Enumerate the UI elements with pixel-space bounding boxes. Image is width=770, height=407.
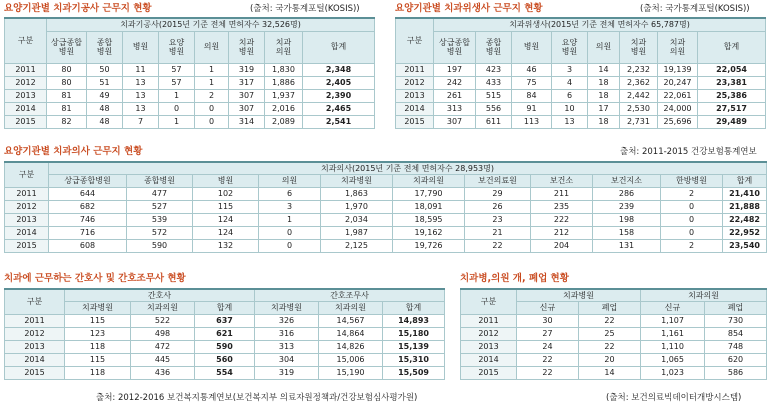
table-cell: 2,232 (620, 63, 658, 76)
table-cell: 19,726 (393, 239, 465, 252)
table-cell: 326 (255, 314, 319, 327)
year-cell: 2014 (5, 226, 49, 239)
table-cell: 3 (552, 63, 588, 76)
year-cell: 2012 (5, 327, 65, 340)
t5-title: 치과병,의원 개, 폐업 현황 (460, 273, 569, 284)
table-row (5, 213, 767, 226)
table-cell: 131 (593, 239, 661, 252)
table-cell: 211 (531, 187, 593, 200)
table-cell: 81 (47, 89, 87, 102)
t1-col-header: 상급종합 병원 (47, 31, 87, 63)
year-cell: 2015 (5, 366, 65, 379)
table-cell: 102 (193, 187, 259, 200)
table-cell: 1,886 (265, 76, 303, 89)
table-row (396, 102, 766, 115)
t1-col-header: 의원 (195, 31, 229, 63)
t1-group-header: 치과기공사(2015년 기준 전체 면허자수 32,526명) (47, 18, 375, 31)
table-cell: 19,139 (658, 63, 698, 76)
t1-col-header: 종합 병원 (87, 31, 123, 63)
t2-col-header: 치과 병원 (620, 31, 658, 63)
table-cell: 1,937 (265, 89, 303, 102)
table-cell: 2,390 (303, 89, 375, 102)
table-cell: 49 (87, 89, 123, 102)
year-cell: 2015 (396, 115, 434, 128)
table-cell: 586 (705, 366, 767, 379)
table-cell: 854 (705, 327, 767, 340)
table-cell: 14,567 (319, 314, 383, 327)
year-cell: 2012 (5, 200, 49, 213)
table-cell: 18,091 (393, 200, 465, 213)
table-row (396, 115, 766, 128)
table-cell: 91 (512, 102, 552, 115)
table-row (5, 102, 375, 115)
table-cell: 132 (193, 239, 259, 252)
table-cell: 22,952 (723, 226, 767, 239)
table-cell: 197 (434, 63, 476, 76)
t1-col-header: 요양 병원 (159, 31, 195, 63)
table-cell: 48 (87, 102, 123, 115)
year-cell: 2013 (461, 340, 517, 353)
table-cell: 15,180 (383, 327, 445, 340)
year-cell: 2011 (396, 63, 434, 76)
t4-col-header: 치과병원 (255, 301, 319, 314)
table-cell: 0 (159, 102, 195, 115)
t4-col-header: 치과병원 (65, 301, 131, 314)
table-cell: 14,893 (383, 314, 445, 327)
t3-source: 출처: 2011-2015 건강보험통계연보 (620, 147, 757, 157)
table-cell: 25 (579, 327, 641, 340)
table-cell: 730 (705, 314, 767, 327)
table-cell: 124 (193, 213, 259, 226)
table-cell: 608 (49, 239, 127, 252)
table-cell: 115 (65, 353, 131, 366)
table-cell: 21 (465, 226, 531, 239)
table-cell: 22 (517, 353, 579, 366)
t1-col-label: 구분 (5, 18, 47, 63)
table-cell: 286 (593, 187, 661, 200)
table-cell: 212 (531, 226, 593, 239)
year-cell: 2015 (461, 366, 517, 379)
table-cell: 17,790 (393, 187, 465, 200)
table-cell: 2,465 (303, 102, 375, 115)
table-cell: 80 (47, 76, 87, 89)
table-cell: 22 (579, 314, 641, 327)
t4-col-label: 구분 (5, 289, 65, 314)
year-cell: 2014 (5, 353, 65, 366)
table-cell: 746 (49, 213, 127, 226)
t5-col-header: 폐업 (579, 301, 641, 314)
table-cell: 314 (229, 115, 265, 128)
t2-col-header: 상급종합 병원 (434, 31, 476, 63)
table-cell: 10 (552, 102, 588, 115)
table-cell: 6 (259, 187, 321, 200)
table-cell: 1,830 (265, 63, 303, 76)
table-cell: 1,970 (321, 200, 393, 213)
table-cell: 15,509 (383, 366, 445, 379)
table-cell: 11 (123, 63, 159, 76)
table-cell: 644 (49, 187, 127, 200)
year-cell: 2015 (5, 115, 47, 128)
t5-group1-header: 치과병원 (517, 289, 641, 301)
table-cell: 590 (127, 239, 193, 252)
year-cell: 2012 (396, 76, 434, 89)
t3-col-label: 구분 (5, 162, 49, 187)
table-cell: 0 (661, 200, 723, 213)
t2-col-label: 구분 (396, 18, 434, 63)
table-cell: 2 (661, 239, 723, 252)
table-cell: 515 (476, 89, 512, 102)
table-cell: 2,731 (620, 115, 658, 128)
table-cell: 124 (193, 226, 259, 239)
table-cell: 118 (65, 366, 131, 379)
t3-col-header: 한방병원 (661, 174, 723, 187)
table-row (5, 187, 767, 200)
t5-group2-header: 치과의원 (641, 289, 767, 301)
table-cell: 22 (465, 239, 531, 252)
table-cell: 235 (531, 200, 593, 213)
table-cell: 21,410 (723, 187, 767, 200)
table-cell: 20 (579, 353, 641, 366)
table-cell: 1,863 (321, 187, 393, 200)
t4-group2-header: 간호조무사 (255, 289, 445, 301)
table-cell: 25,696 (658, 115, 698, 128)
t2-table (395, 17, 766, 129)
t3-col-header: 병원 (193, 174, 259, 187)
table-cell: 14,826 (319, 340, 383, 353)
table-cell: 590 (195, 340, 255, 353)
table-cell: 620 (705, 353, 767, 366)
table-cell: 1 (259, 213, 321, 226)
t2-group-header: 치과위생사(2015년 기준 전체 면허자수 65,787명) (434, 18, 766, 31)
table-cell: 15,139 (383, 340, 445, 353)
table-cell: 23,381 (698, 76, 766, 89)
table-cell: 27 (517, 327, 579, 340)
table-cell: 113 (512, 115, 552, 128)
table-cell: 27,517 (698, 102, 766, 115)
table-cell: 472 (131, 340, 195, 353)
table-cell: 748 (705, 340, 767, 353)
table-cell: 158 (593, 226, 661, 239)
table-cell: 7 (123, 115, 159, 128)
t1-col-header: 병원 (123, 31, 159, 63)
table-row (461, 353, 767, 366)
table-cell: 317 (229, 76, 265, 89)
table-cell: 22,482 (723, 213, 767, 226)
table-cell: 554 (195, 366, 255, 379)
table-row (396, 89, 766, 102)
table-row (5, 239, 767, 252)
table-cell: 17 (588, 102, 620, 115)
table-row (5, 200, 767, 213)
table-cell: 423 (476, 63, 512, 76)
table-cell: 13 (552, 115, 588, 128)
table-cell: 204 (531, 239, 593, 252)
year-cell: 2013 (5, 89, 47, 102)
table-cell: 24 (517, 340, 579, 353)
table-cell: 2,530 (620, 102, 658, 115)
table-cell: 436 (131, 366, 195, 379)
t2-col-header: 의원 (588, 31, 620, 63)
table-cell: 14,864 (319, 327, 383, 340)
table-cell: 319 (229, 63, 265, 76)
table-cell: 222 (531, 213, 593, 226)
table-cell: 682 (49, 200, 127, 213)
table-cell: 1,987 (321, 226, 393, 239)
table-row (5, 226, 767, 239)
t4-col-header: 합계 (383, 301, 445, 314)
table-row (5, 115, 375, 128)
table-cell: 498 (131, 327, 195, 340)
table-cell: 20,247 (658, 76, 698, 89)
t3-col-header: 종합병원 (127, 174, 193, 187)
table-cell: 556 (476, 102, 512, 115)
table-row (5, 327, 445, 340)
t2-col-header: 합계 (698, 31, 766, 63)
t1-table (4, 17, 375, 129)
table-cell: 261 (434, 89, 476, 102)
t3-col-header: 치과의원 (393, 174, 465, 187)
table-row (396, 76, 766, 89)
table-cell: 307 (229, 89, 265, 102)
t4-table (4, 288, 445, 380)
year-cell: 2014 (396, 102, 434, 115)
t2-col-header: 종합 병원 (476, 31, 512, 63)
table-cell: 22 (579, 340, 641, 353)
table-cell: 239 (593, 200, 661, 213)
table-cell: 3 (259, 200, 321, 213)
table-cell: 22 (517, 366, 579, 379)
table-cell: 123 (65, 327, 131, 340)
t4-source: 출처: 2012-2016 보건복지통계연보(보건복지부 의료자원정책과/건강보험심사평가원) (96, 393, 418, 403)
t1-source: (출처: 국가통계포털(KOSIS)) (250, 4, 360, 14)
t5-col-header: 폐업 (705, 301, 767, 314)
table-cell: 15,006 (319, 353, 383, 366)
table-cell: 539 (127, 213, 193, 226)
table-cell: 0 (661, 226, 723, 239)
table-cell: 319 (255, 366, 319, 379)
table-row (461, 340, 767, 353)
table-cell: 198 (593, 213, 661, 226)
table-cell: 433 (476, 76, 512, 89)
table-cell: 15,310 (383, 353, 445, 366)
table-cell: 1 (195, 63, 229, 76)
table-cell: 18 (588, 76, 620, 89)
table-cell: 14 (588, 63, 620, 76)
table-cell: 2,362 (620, 76, 658, 89)
table-cell: 2,405 (303, 76, 375, 89)
t4-group1-header: 간호사 (65, 289, 255, 301)
table-cell: 19,162 (393, 226, 465, 239)
table-cell: 50 (87, 63, 123, 76)
table-row (5, 340, 445, 353)
table-cell: 2,125 (321, 239, 393, 252)
t1-col-header: 치과 병원 (229, 31, 265, 63)
table-cell: 307 (229, 102, 265, 115)
table-cell: 25,386 (698, 89, 766, 102)
table-cell: 313 (255, 340, 319, 353)
t2-col-header: 치과 의원 (658, 31, 698, 63)
t3-title: 요양기관별 치과의사 근무지 현황 (4, 146, 143, 157)
table-cell: 611 (476, 115, 512, 128)
t5-col-label: 구분 (461, 289, 517, 314)
table-cell: 13 (123, 89, 159, 102)
table-row (396, 63, 766, 76)
t4-title: 치과에 근무하는 간호사 및 간호조무사 현황 (4, 273, 186, 284)
table-cell: 2 (661, 187, 723, 200)
table-cell: 2,442 (620, 89, 658, 102)
table-cell: 307 (434, 115, 476, 128)
table-cell: 0 (259, 226, 321, 239)
t2-title: 요양기관별 치과위생사 근무지 현황 (395, 3, 543, 14)
table-cell: 22,054 (698, 63, 766, 76)
table-row (461, 366, 767, 379)
table-cell: 1,110 (641, 340, 705, 353)
table-cell: 22,061 (658, 89, 698, 102)
table-cell: 0 (259, 239, 321, 252)
table-row (5, 353, 445, 366)
t3-table (4, 161, 767, 253)
table-cell: 21,888 (723, 200, 767, 213)
t4-col-header: 치과의원 (131, 301, 195, 314)
table-cell: 316 (255, 327, 319, 340)
table-cell: 1 (195, 76, 229, 89)
table-cell: 81 (47, 102, 87, 115)
t3-col-header: 보건지소 (593, 174, 661, 187)
table-cell: 118 (65, 340, 131, 353)
table-cell: 445 (131, 353, 195, 366)
table-row (461, 327, 767, 340)
table-cell: 1 (159, 89, 195, 102)
table-cell: 2,016 (265, 102, 303, 115)
table-cell: 84 (512, 89, 552, 102)
table-row (5, 314, 445, 327)
table-cell: 1,107 (641, 314, 705, 327)
table-cell: 15,190 (319, 366, 383, 379)
table-cell: 23 (465, 213, 531, 226)
t2-col-header: 병원 (512, 31, 552, 63)
t1-title: 요양기관별 치과기공사 근무지 현황 (4, 3, 152, 14)
table-cell: 18,595 (393, 213, 465, 226)
t4-col-header: 합계 (195, 301, 255, 314)
table-cell: 23,540 (723, 239, 767, 252)
table-cell: 30 (517, 314, 579, 327)
table-cell: 242 (434, 76, 476, 89)
table-cell: 527 (127, 200, 193, 213)
t3-group-header: 치과의사(2015년 기준 전체 면허자수 28,953명) (49, 162, 767, 174)
table-cell: 304 (255, 353, 319, 366)
table-row (5, 89, 375, 102)
t1-col-header: 치과 의원 (265, 31, 303, 63)
table-cell: 4 (552, 76, 588, 89)
year-cell: 2012 (461, 327, 517, 340)
table-cell: 13 (123, 76, 159, 89)
table-cell: 1,065 (641, 353, 705, 366)
table-cell: 29,489 (698, 115, 766, 128)
table-cell: 560 (195, 353, 255, 366)
table-cell: 637 (195, 314, 255, 327)
year-cell: 2011 (5, 63, 47, 76)
t4-col-header: 치과의원 (319, 301, 383, 314)
table-cell: 2,089 (265, 115, 303, 128)
year-cell: 2013 (5, 340, 65, 353)
year-cell: 2013 (396, 89, 434, 102)
t5-source: (출처: 보건의료빅데이터개방시스템) (606, 393, 742, 403)
table-cell: 82 (47, 115, 87, 128)
year-cell: 2013 (5, 213, 49, 226)
table-cell: 51 (87, 76, 123, 89)
t3-col-header: 합계 (723, 174, 767, 187)
year-cell: 2014 (5, 102, 47, 115)
year-cell: 2011 (461, 314, 517, 327)
table-cell: 0 (195, 102, 229, 115)
table-cell: 477 (127, 187, 193, 200)
table-cell: 115 (193, 200, 259, 213)
t2-col-header: 요양 병원 (552, 31, 588, 63)
t5-col-header: 신규 (641, 301, 705, 314)
table-cell: 13 (123, 102, 159, 115)
year-cell: 2014 (461, 353, 517, 366)
t3-col-header: 보건의료원 (465, 174, 531, 187)
table-cell: 57 (159, 63, 195, 76)
table-cell: 80 (47, 63, 87, 76)
table-cell: 313 (434, 102, 476, 115)
table-cell: 621 (195, 327, 255, 340)
table-cell: 716 (49, 226, 127, 239)
table-cell: 26 (465, 200, 531, 213)
table-cell: 522 (131, 314, 195, 327)
table-cell: 14 (579, 366, 641, 379)
table-cell: 2 (195, 89, 229, 102)
t1-col-header: 합계 (303, 31, 375, 63)
t3-col-header: 보건소 (531, 174, 593, 187)
table-cell: 48 (87, 115, 123, 128)
table-cell: 57 (159, 76, 195, 89)
table-cell: 0 (661, 213, 723, 226)
t3-col-header: 상급종합병원 (49, 174, 127, 187)
table-cell: 572 (127, 226, 193, 239)
year-cell: 2015 (5, 239, 49, 252)
year-cell: 2011 (5, 187, 49, 200)
table-row (461, 314, 767, 327)
table-cell: 2,034 (321, 213, 393, 226)
table-cell: 75 (512, 76, 552, 89)
table-cell: 1,161 (641, 327, 705, 340)
table-cell: 2,541 (303, 115, 375, 128)
t3-col-header: 치과병원 (321, 174, 393, 187)
table-row (5, 76, 375, 89)
table-cell: 6 (552, 89, 588, 102)
table-cell: 115 (65, 314, 131, 327)
table-cell: 18 (588, 89, 620, 102)
table-cell: 24,000 (658, 102, 698, 115)
t5-col-header: 신규 (517, 301, 579, 314)
table-cell: 29 (465, 187, 531, 200)
t3-col-header: 의원 (259, 174, 321, 187)
table-cell: 1,023 (641, 366, 705, 379)
table-cell: 2,348 (303, 63, 375, 76)
table-cell: 46 (512, 63, 552, 76)
table-cell: 18 (588, 115, 620, 128)
table-cell: 1 (159, 115, 195, 128)
year-cell: 2012 (5, 76, 47, 89)
table-row (5, 366, 445, 379)
t2-source: (출처: 국가통계포털(KOSIS)) (640, 4, 750, 14)
t5-table (460, 288, 767, 380)
table-row (5, 63, 375, 76)
year-cell: 2011 (5, 314, 65, 327)
table-cell: 0 (195, 115, 229, 128)
